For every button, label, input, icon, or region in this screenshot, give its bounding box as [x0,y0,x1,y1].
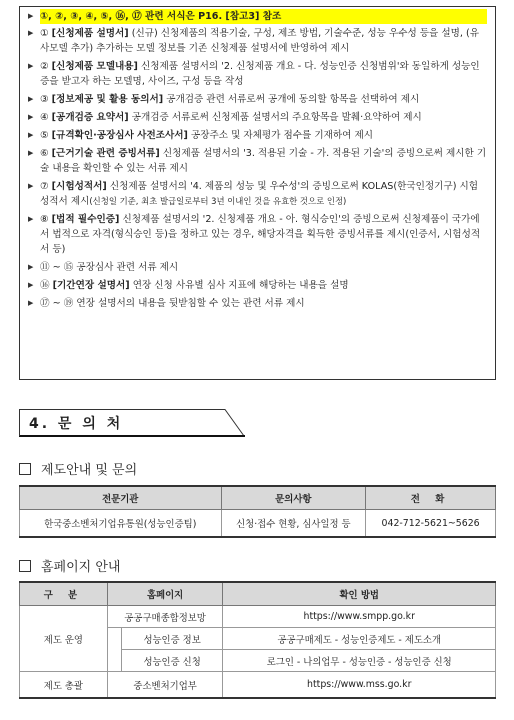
triangle-bullet-icon: ▶ [28,131,34,139]
note-item: ▶ ⑯ [기간연장 설명서] 연장 신청 사유별 심사 지표에 해당하는 내용을 설명 [28,280,349,291]
group-cell: 제도 운영 [20,606,108,672]
note-title: [근거기술 관련 증빙서류] [51,148,160,159]
triangle-bullet-icon: ▶ [28,215,34,223]
note-text: 공개검증 관련 서류로써 공개에 동의할 항목을 선택하여 제시 [163,94,420,105]
note-title: [규격확인·공장심사 사전조사서] [51,130,188,141]
note-text: 공개검증 서류로써 신청제품 설명서의 주요항목을 발췌·요약하여 제시 [128,112,422,123]
note-text: 연장 신청 사유별 심사 지표에 해당하는 내용을 설명 [129,280,349,291]
column-header: 홈페이지 [107,582,223,606]
contact-heading-text: 제도안내 및 문의 [41,463,138,478]
column-header: 확인 방법 [223,582,496,606]
triangle-bullet-icon: ▶ [28,149,34,157]
note-marker: ⑧ [40,214,49,225]
triangle-bullet-icon: ▶ [28,95,34,103]
section-title: 4. 문 의 처 [29,416,124,432]
note-marker: ⑥ [40,148,49,159]
note-text: 신청제품 설명서의 '2. 신청제품 개요 - 아. 형식승인'의 증빙으로써 신청제품이 국가에서 법적으로 자격(형식승인 등)을 정하고 있는 경우, 해당자격을 획득한 증빙서류를 제시(인증서, 시험성적서 등) [40,214,481,255]
table-row [20,510,496,538]
triangle-bullet-icon: ▶ [28,263,34,271]
triangle-bullet-icon: ▶ [28,281,34,289]
note-item [28,110,487,125]
note-item [28,260,487,275]
triangle-bullet-icon: ▶ [28,12,34,20]
note-title: [신청제품 설명서] [51,28,129,39]
note-marker: ② [40,61,49,72]
note-item [28,59,487,89]
note-item [28,179,487,209]
table-cell: 공공구매종합정보망 [107,606,223,628]
form-notes-box [19,6,496,380]
note-text: 공장주소 및 자체평가 점수를 기재하여 제시 [187,130,374,141]
note-marker: ⑦ [40,181,49,192]
column-header: 문의사항 [221,486,366,510]
note-small-text: (신청일 기준, 최초 발급일로부터 3년 이내인 것을 유효한 것으로 인정) [89,196,347,206]
note-text: ⑰ ~ ⑲ 연장 설명서의 내용을 뒷받침할 수 있는 관련 서류 제시 [40,298,305,309]
triangle-bullet-icon: ▶ [28,113,34,121]
note-title: [신청제품 모델내용] [51,61,138,72]
table-cell: 중소벤처기업부 [107,672,223,699]
note-item [28,128,487,143]
note-title: [공개검증 요약서] [51,112,129,123]
note-title: [시험성적서] [51,181,107,192]
table-row [20,672,496,699]
triangle-bullet-icon: ▶ [28,182,34,190]
indent-cell [107,650,121,672]
note-text: (신규) 신청제품의 적용기술, 구성, 제조 방법, 기술수준, 성능 우수성 등을 설명, (유사모델 추가) 추가하는 모델 정보를 기존 신청제품 설명서에 반영하여 제시 [40,28,480,54]
table-cell: 신청·접수 현황, 심사일정 등 [221,510,366,538]
checkbox-square-icon [19,463,31,475]
section-heading [19,409,244,436]
note-marker: ③ [40,94,49,105]
triangle-bullet-icon: ▶ [28,62,34,70]
note-marker: ④ [40,112,49,123]
note-text: ①, ②, ③, ④, ⑤, ⑯, ⑰ 관련 서식은 P16. [참고3] 참조 [40,9,487,24]
note-text: ⑪ ~ ⑮ 공장심사 관련 서류 제시 [40,262,179,273]
note-title: [기간연장 설명서] [52,280,130,291]
column-header: 전문기관 [20,486,222,510]
column-header: 구 분 [20,582,108,606]
table-cell: 한국중소벤처기업유통원(성능인증팀) [20,510,222,538]
table-cell: 로그인 - 나의업무 - 성능인증 - 성능인증 신청 [223,650,496,672]
checkbox-square-icon [19,560,31,572]
note-item [28,212,487,257]
note-text: 신청제품 설명서의 '2. 신청제품 개요 - 다. 성능인증 신청범위'와 동일하게 성능인증을 받고자 하는 모델명, 사이즈, 구성 등을 작성 [40,61,480,87]
link-cell[interactable]: https://www.smpp.go.kr [223,606,496,628]
note-title: [정보제공 및 활용 동의서] [51,94,164,105]
note-marker: ① [40,28,49,39]
note-text: 신청제품 설명서의 '4. 제품의 성능 및 우수성'의 증빙으로써 KOLAS(한국인정기구) 시험성적서 제시 [40,181,479,207]
indent-cell [107,628,121,650]
note-item [28,146,487,176]
table-cell: 성능인증 정보 [121,628,223,650]
note-text: 신청제품 설명서의 '3. 적용된 기술 - 가. 적용된 기술'의 증빙으로써 제시한 기술 내용을 확인할 수 있는 서류 제시 [40,148,487,174]
homepage-heading [19,556,120,575]
table-row [20,606,496,628]
triangle-bullet-icon: ▶ [28,299,34,307]
link-cell[interactable]: https://www.mss.go.kr [223,672,496,699]
table-cell: 공공구매제도 - 성능인증제도 - 제도소개 [223,628,496,650]
table-cell: 성능인증 신청 [121,650,223,672]
note-marker: ⑤ [40,130,49,141]
homepage-heading-text: 홈페이지 안내 [41,560,121,575]
note-title: [법적 필수인증] [51,214,120,225]
group-cell: 제도 총괄 [20,672,108,699]
note-item [28,92,487,107]
table-cell: 042-712-5621~5626 [366,510,496,538]
triangle-bullet-icon: ▶ [28,29,34,37]
column-header: 전 화 [366,486,496,510]
note-item [28,26,487,56]
homepage-table [19,581,496,699]
note-item [28,296,487,311]
contact-heading [19,459,137,478]
contact-table [19,485,496,538]
note-item [28,9,487,24]
